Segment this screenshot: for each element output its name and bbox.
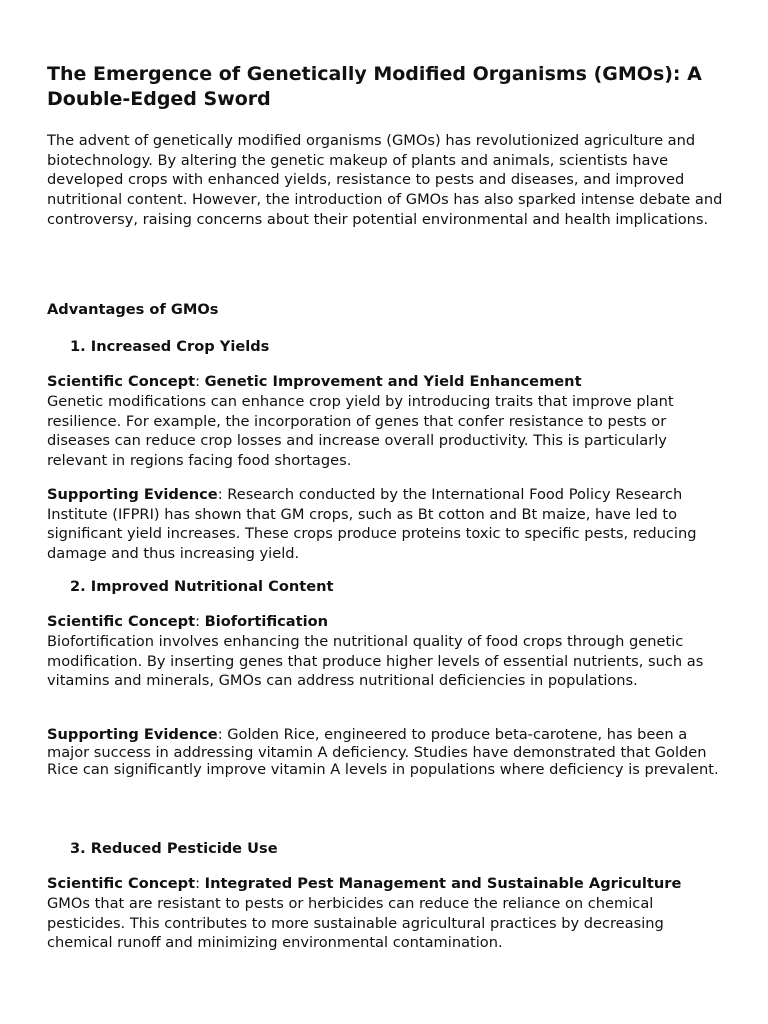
- section-1-heading: 1. Increased Crop Yields: [70, 338, 270, 355]
- section-1-evidence: [47, 485, 727, 564]
- evidence-text: : Research conducted by the International Food Policy Research Institute (IFPRI) has shown that GM crops, such as Bt cotton and Bt maize, have led to significant yield increases. These crops produce proteins toxic to specific pests, reducing damage and thus increasing yield.: [47, 486, 697, 563]
- section-3-concept-text: GMOs that are resistant to pests or herbicides can reduce the reliance on chemical pesticides. This contributes to more sustainable agricultural practices by decreasing chemical runoff and minimizing environmental contamination.: [47, 895, 664, 952]
- concept-separator: :: [195, 613, 205, 630]
- concept-title: Genetic Improvement and Yield Enhancement: [204, 373, 582, 390]
- section-2-evidence: [47, 726, 727, 779]
- evidence-text: : Golden Rice, engineered to produce beta-carotene, has been a major success in addressing vitamin A deficiency. Studies have demonstrated that Golden Rice can significantly improve vitamin A levels in populations where deficiency is prevalent.: [47, 726, 719, 778]
- concept-separator: :: [195, 875, 205, 892]
- concept-title: Integrated Pest Management and Sustainable Agriculture: [204, 875, 682, 892]
- section-3-heading: 3. Reduced Pesticide Use: [70, 840, 278, 857]
- concept-title: Biofortification: [204, 613, 329, 630]
- section-2-concept-line: [47, 612, 727, 632]
- evidence-label: Supporting Evidence: [47, 726, 218, 743]
- section-1-concept-line: [47, 372, 727, 392]
- concept-label: Scientific Concept: [47, 373, 196, 390]
- concept-separator: :: [195, 373, 205, 390]
- intro-paragraph: The advent of genetically modified organisms (GMOs) has revolutionized agriculture and biotechnology. By altering the genetic makeup of plants and animals, scientists have developed crops with enhanced yields, resistance to pests and diseases, and improved nutritional content. However, the introduction of GMOs has also sparked intense debate and controversy, raising concerns about their potential environmental and health implications.: [47, 132, 723, 228]
- section-1-concept-text: Genetic modifications can enhance crop yield by introducing traits that improve plant resilience. For example, the incorporation of genes that confer resistance to pests or diseases can reduce crop losses and increase overall productivity. This is particularly relevant in regions facing food shortages.: [47, 393, 674, 470]
- concept-label: Scientific Concept: [47, 875, 196, 892]
- advantages-heading: Advantages of GMOs: [47, 301, 219, 318]
- document-title: The Emergence of Genetically Modified Organisms (GMOs): A Double-Edged Sword: [47, 63, 702, 110]
- section-2-heading: 2. Improved Nutritional Content: [70, 578, 334, 595]
- concept-label: Scientific Concept: [47, 613, 196, 630]
- section-3-concept-line: [47, 874, 727, 894]
- section-2-concept-text: Biofortification involves enhancing the nutritional quality of food crops through genetic modification. By inserting genes that produce higher levels of essential nutrients, such as vitamins and minerals, GMOs can address nutritional deficiencies in populations.: [47, 633, 704, 690]
- evidence-label: Supporting Evidence: [47, 486, 218, 503]
